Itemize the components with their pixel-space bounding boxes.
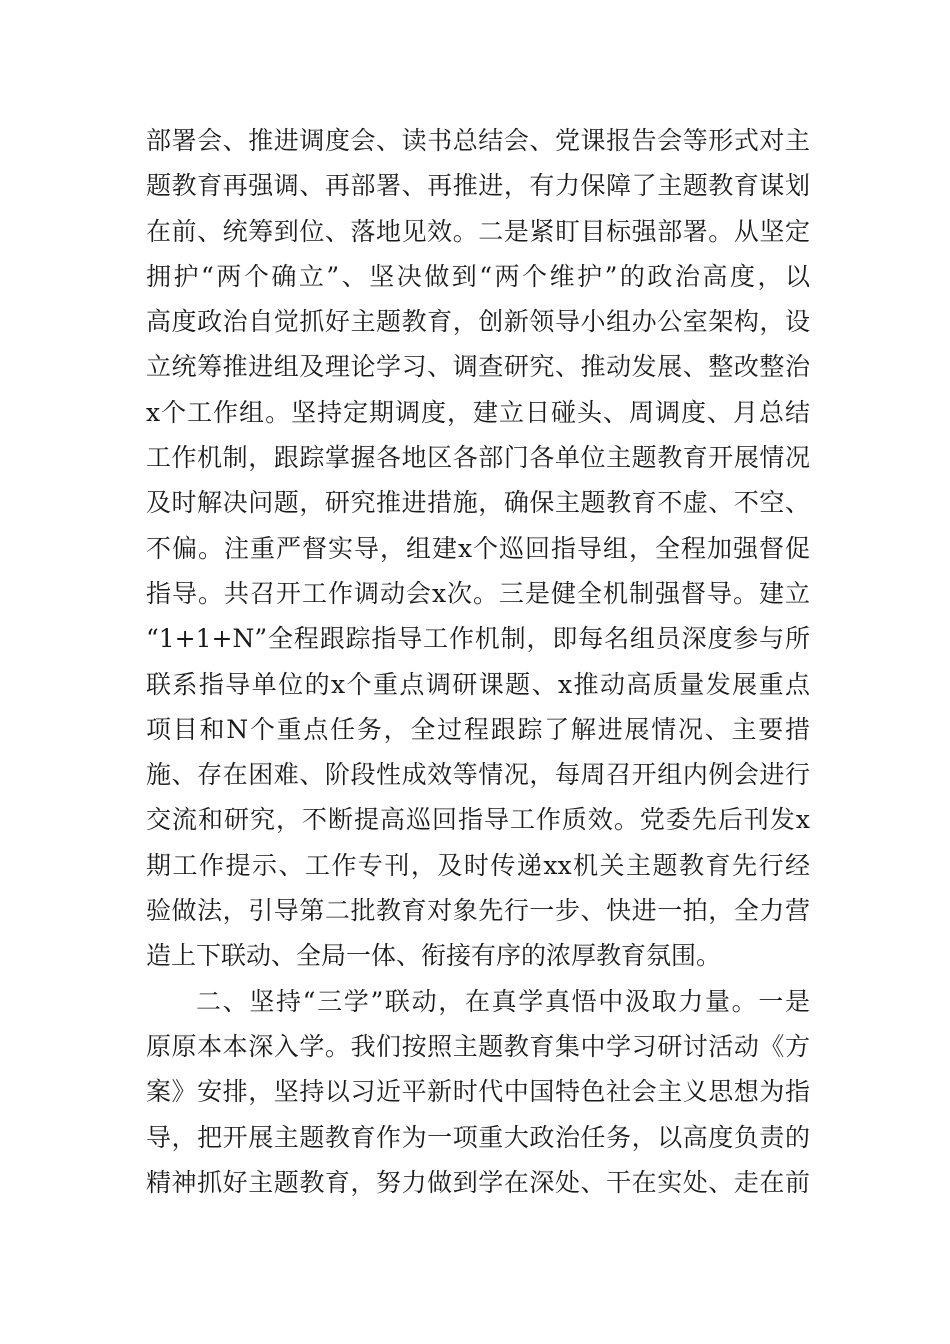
text-line: 题教育再强调、再部署、再推进，有力保障了主题教育谋划 xyxy=(146,171,810,201)
text-line: 原原本本深入学。我们按照主题教育集中学习研讨活动《方 xyxy=(146,1031,810,1061)
text-line: 造上下联动、全局一体、衔接有序的浓厚教育氛围。 xyxy=(146,941,722,971)
text-line: 拥护“两个确立”、坚决做到“两个维护”的政治高度，以 xyxy=(146,261,810,291)
text-line: 验做法，引导第二批教育对象先行一步、快进一拍，全力营 xyxy=(146,896,810,926)
text-line: x个工作组。坚持定期调度，建立日碰头、周调度、月总结 xyxy=(146,397,810,427)
text-line: 导，把开展主题教育作为一项重大政治任务，以高度负责的 xyxy=(146,1122,810,1152)
text-line: 期工作提示、工作专刊，及时传递xx机关主题教育先行经 xyxy=(146,850,810,880)
text-line: 立统筹推进组及理论学习、调查研究、推动发展、整改整治 xyxy=(146,352,810,382)
section-heading-line: 二、坚持“三学”联动，在真学真悟中汲取力量。一是 xyxy=(196,986,810,1016)
text-line: 交流和研究，不断提高巡回指导工作质效。党委先后刊发x xyxy=(146,805,810,835)
text-line: 联系指导单位的x个重点调研课题、x推动高质量发展重点 xyxy=(146,669,810,699)
text-line: 高度政治自觉抓好主题教育，创新领导小组办公室架构，设 xyxy=(146,307,810,337)
text-line: 项目和N个重点任务，全过程跟踪了解进展情况、主要措 xyxy=(146,714,810,744)
text-line: 及时解决问题，研究推进措施，确保主题教育不虚、不空、 xyxy=(146,488,810,518)
document-body xyxy=(146,118,810,1205)
text-line: 不偏。注重严督实导，组建x个巡回指导组，全程加强督促 xyxy=(146,533,810,563)
text-line: “1+1+N”全程跟踪指导工作机制，即每名组员深度参与所 xyxy=(146,624,810,654)
text-line: 施、存在困难、阶段性成效等情况，每周召开组内例会进行 xyxy=(146,760,810,790)
text-line: 工作机制，跟踪掌握各地区各部门各单位主题教育开展情况 xyxy=(146,443,810,473)
paragraph-1 xyxy=(146,118,810,979)
text-line: 精神抓好主题教育，努力做到学在深处、干在实处、走在前 xyxy=(146,1167,810,1197)
text-line: 部署会、推进调度会、读书总结会、党课报告会等形式对主 xyxy=(146,126,810,155)
text-line: 在前、统筹到位、落地见效。二是紧盯目标强部署。从坚定 xyxy=(146,216,810,246)
text-line: 案》安排，坚持以习近平新时代中国特色社会主义思想为指 xyxy=(146,1077,810,1107)
paragraph-2 xyxy=(146,979,810,1205)
text-line: 指导。共召开工作调动会x次。三是健全机制强督导。建立 xyxy=(146,578,810,608)
